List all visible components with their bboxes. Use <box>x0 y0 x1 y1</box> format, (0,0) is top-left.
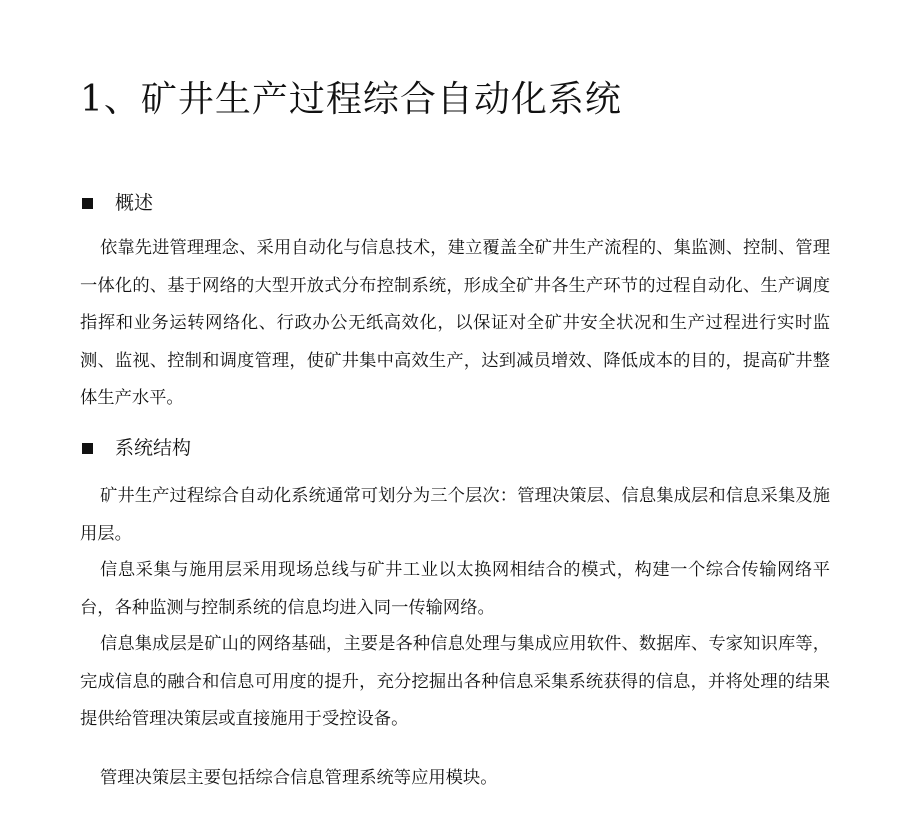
structure-paragraph-collection: 信息采集与施用层采用现场总线与矿井工业以太换网相结合的模式，构建一个综合传输网络平台，各种监测与控制系统的信息均进入同一传输网络。 <box>80 560 830 618</box>
square-bullet-icon <box>82 443 93 454</box>
section-heading-overview <box>80 188 153 218</box>
structure-paragraph-layers: 矿井生产过程综合自动化系统通常可划分为三个层次：管理决策层、信息集成层和信息采集及施用层。 <box>80 486 830 544</box>
structure-paragraph-integration: 信息集成层是矿山的网络基础，主要是各种信息处理与集成应用软件、数据库、专家知识库等，完成信息的融合和信息可用度的提升，充分挖掘出各种信息采集系统获得的信息，并将处理的结果提供给管理决策层或直接施用于受控设备。 <box>80 634 830 729</box>
section-heading-label: 概述 <box>115 192 154 214</box>
section-heading-label: 系统结构 <box>115 437 192 459</box>
overview-paragraph: 依靠先进管理理念、采用自动化与信息技术，建立覆盖全矿井生产流程的、集监测、控制、管理一体化的、基于网络的大型开放式分布控制系统，形成全矿井各生产环节的过程自动化、生产调度指挥和业务运转网络化、行政办公无纸高效化，以保证对全矿井安全状况和生产过程进行实时监测、监视、控制和调度管理，使矿井集中高效生产，达到减员增效、降低成本的目的，提高矿井整体生产水平。 <box>80 238 830 408</box>
structure-paragraph-decision: 管理决策层主要包括综合信息管理系统等应用模块。 <box>100 768 498 788</box>
section-heading-structure <box>80 433 191 463</box>
page-title: 1、矿井生产过程综合自动化系统 <box>80 79 622 120</box>
square-bullet-icon <box>82 198 93 209</box>
